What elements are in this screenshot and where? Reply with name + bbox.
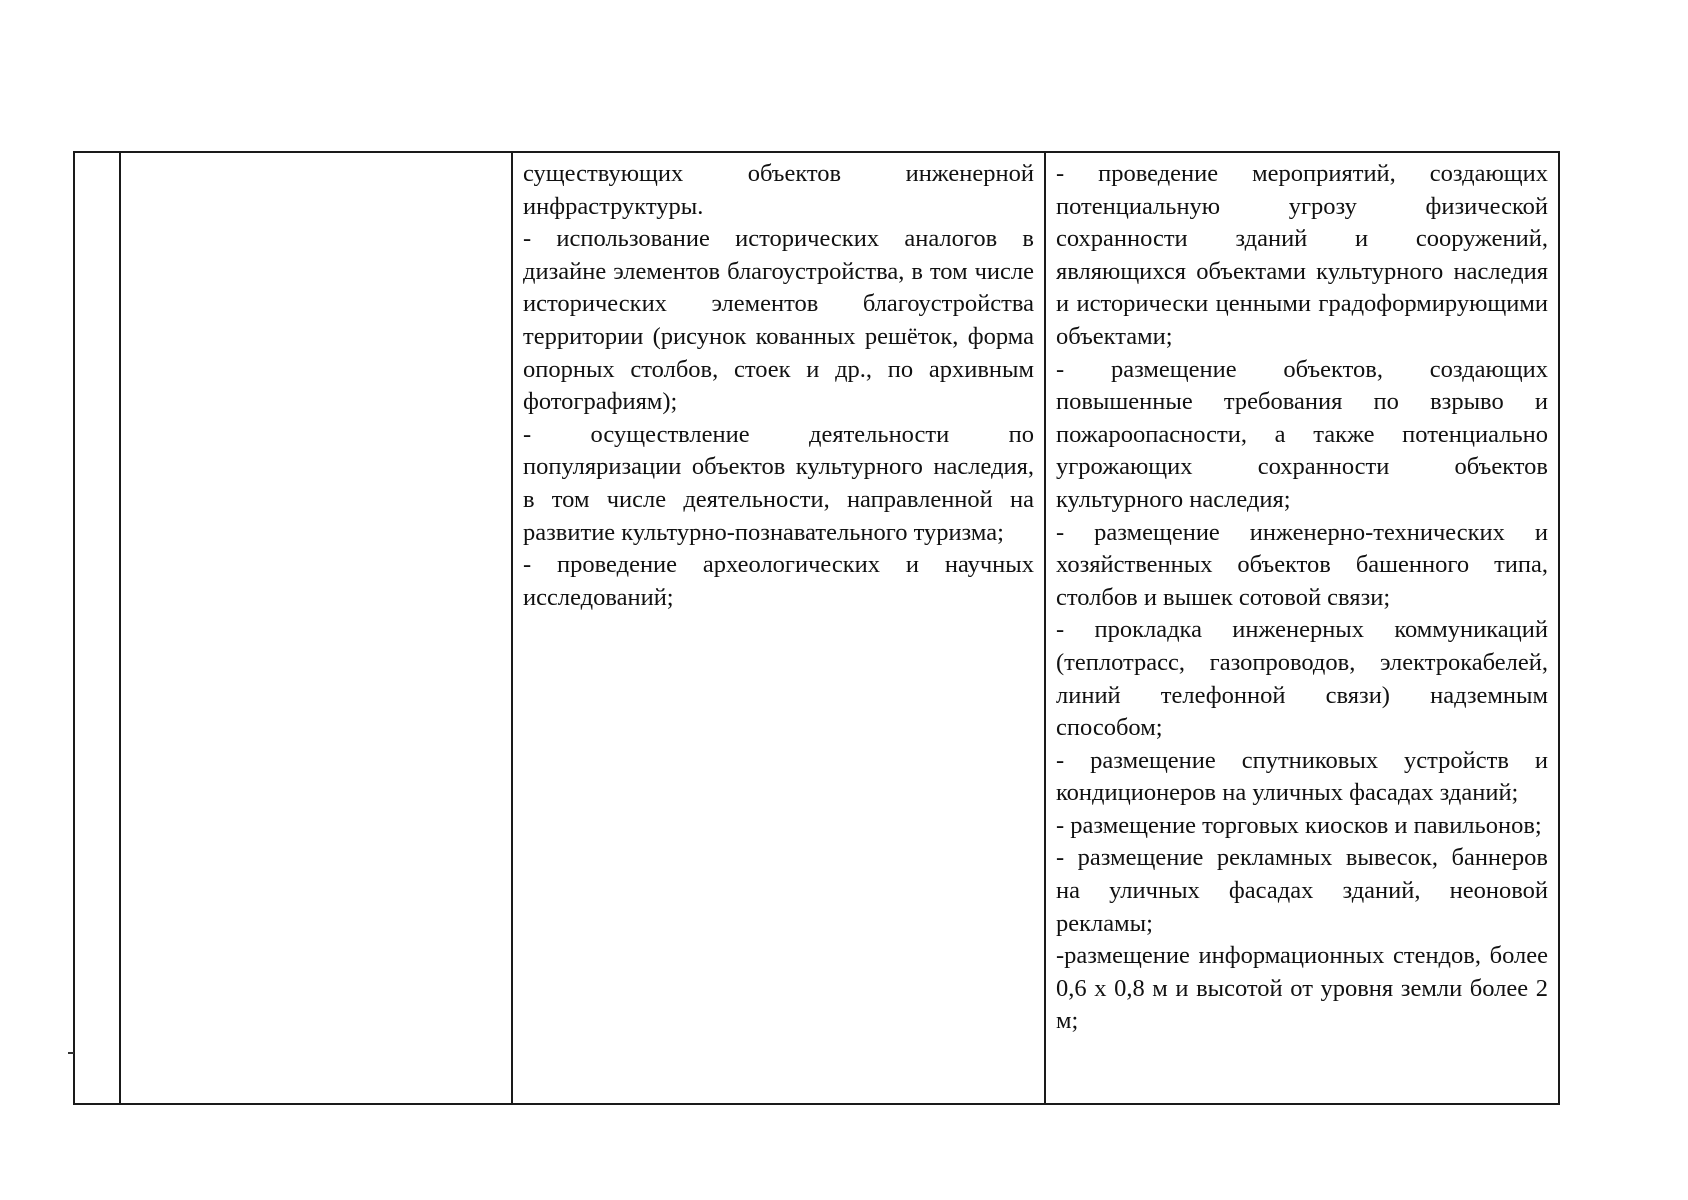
paragraph: - проведение археологических и научных исследований;: [523, 551, 1034, 611]
table-cell-prohibited: [1045, 152, 1559, 1104]
paragraph: - проведение мероприятий, создающих потенциальную угрозу физической сохранности зданий и сооружений, являющихся объектами культурного наследия и исторически ценными градоформирующими объектами;: [1056, 160, 1548, 350]
table-cell-zone: [120, 152, 512, 1104]
permitted-activities-text: [513, 153, 1044, 614]
paragraph: - использование исторических аналогов в дизайне элементов благоустройства, в том числе исторических элементов благоустройства территории (рисунок кованных решёток, форма опорных столбов, стоек и др., по архивным фотографиям);: [523, 225, 1034, 416]
paragraph: - прокладка инженерных коммуникаций (теплотрасс, газопроводов, электрокабелей, линий телефонной связи) надземным способом;: [1056, 616, 1548, 742]
margin-mark: [68, 1052, 74, 1054]
table-cell-permitted: [512, 152, 1045, 1104]
paragraph: - размещение объектов, создающих повышенные требования по взрыво и пожароопасности, а также потенциально угрожающих сохранности объектов культурного наследия;: [1056, 355, 1548, 513]
paragraph: - размещение торговых киосков и павильонов;: [1056, 811, 1542, 839]
paragraph: - размещение инженерно-технических и хозяйственных объектов башенного типа, столбов и вышек сотовой связи;: [1056, 518, 1548, 611]
prohibited-activities-text: [1046, 153, 1558, 1038]
paragraph: - размещение рекламных вывесок, баннеров на уличных фасадах зданий, неоновой рекламы;: [1056, 844, 1548, 937]
paragraph: - размещение спутниковых устройств и кондиционеров на уличных фасадах зданий;: [1056, 746, 1548, 807]
paragraph: -размещение информационных стендов, более 0,6 х 0,8 м и высотой от уровня земли более 2 м;: [1056, 942, 1548, 1035]
regulations-table: [73, 151, 1560, 1105]
table-row: [74, 152, 1559, 1104]
paragraph: существующих объектов инженерной инфраструктуры.: [523, 160, 1034, 220]
paragraph: - осуществление деятельности по популяризации объектов культурного наследия, в том числе деятельности, направленной на развитие культурно-познавательного туризма;: [523, 420, 1034, 546]
table-cell-number: [74, 152, 120, 1104]
